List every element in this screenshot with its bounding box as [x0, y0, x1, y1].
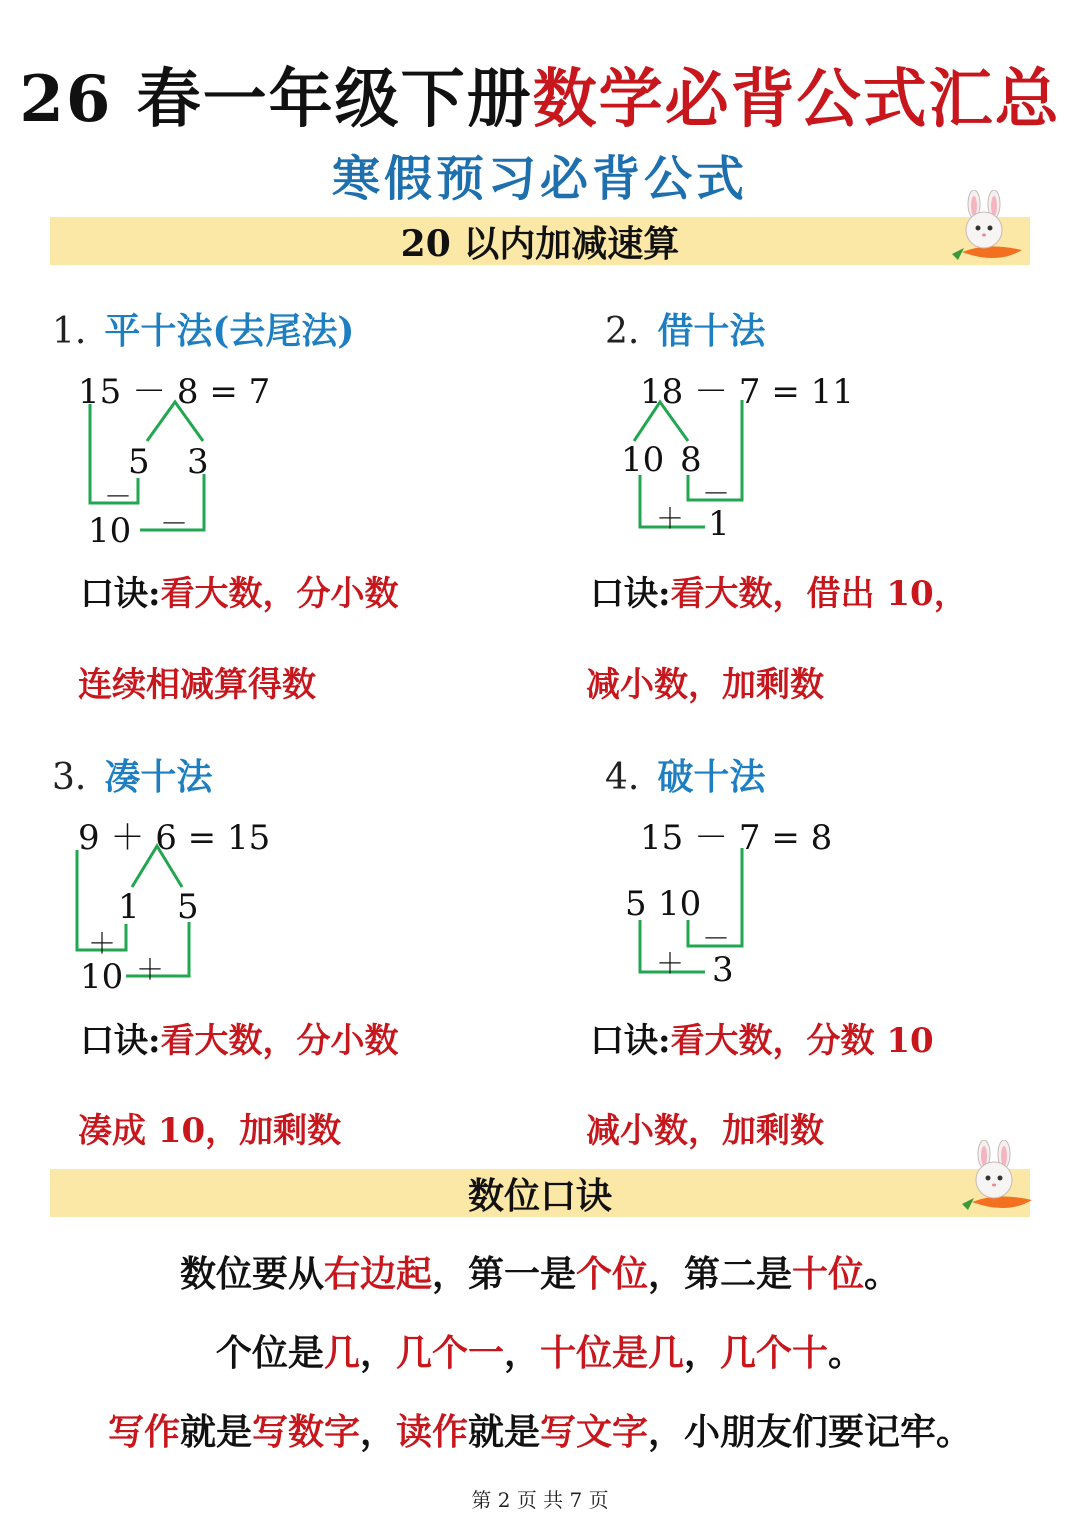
highlight: 读作: [396, 1411, 469, 1453]
method-1-rhyme: [80, 566, 399, 615]
method-4-title: [605, 749, 765, 800]
text: 。: [828, 1332, 865, 1374]
method-1-sign-b: －: [160, 507, 189, 540]
highlight: 十位: [792, 1253, 865, 1295]
method-name: 破十法: [657, 756, 766, 798]
method-2-sign-b: ＋: [656, 502, 685, 535]
rhyme-label: 口诀:: [590, 1021, 671, 1061]
text: 。: [864, 1253, 901, 1295]
method-3-sign-a: ＋: [88, 927, 117, 960]
text: ，: [684, 1332, 721, 1374]
rabbit-carrot-icon: [952, 1140, 1042, 1220]
method-1-split-b: 3: [187, 442, 209, 482]
text: 个位是: [215, 1332, 324, 1374]
method-1-sign-a: －: [104, 480, 133, 513]
method-name: 凑十法: [104, 756, 213, 798]
highlight: 十位是几: [540, 1332, 685, 1374]
method-2-title: [605, 303, 765, 354]
method-2-equation: 18 － 7 = 11: [640, 372, 854, 412]
place-value-line-1: [0, 1246, 1080, 1297]
method-4-split-a: 5: [625, 884, 647, 924]
section-heading-label: 20 以内加减速算: [400, 222, 680, 265]
method-2-split-b: 8: [680, 440, 702, 480]
text: ，第二是: [648, 1253, 793, 1295]
method-3-rhyme: [80, 1013, 399, 1062]
highlight: 写作: [107, 1411, 180, 1453]
method-4-result: 3: [712, 950, 734, 990]
title-red: 数学必背公式汇总: [532, 62, 1061, 137]
method-4-equation: 15 － 7 = 8: [640, 818, 833, 858]
highlight: 几个一: [395, 1332, 504, 1374]
rhyme-line1: 看大数，分小数: [160, 1021, 399, 1061]
rhyme-label: 口诀:: [590, 574, 671, 614]
text: 数位要从: [179, 1253, 324, 1295]
method-name: 平十法(去尾法): [104, 310, 355, 352]
method-number: 4.: [605, 757, 640, 798]
highlight: 几个十: [720, 1332, 829, 1374]
method-3-sign-b: ＋: [136, 953, 165, 986]
method-2-result: 1: [708, 504, 730, 544]
text: ，: [359, 1411, 396, 1453]
place-value-line-2: [0, 1325, 1080, 1376]
method-1-rhyme-line2: 连续相减算得数: [78, 665, 316, 705]
text: 就是: [468, 1411, 541, 1453]
method-number: 2.: [605, 311, 640, 352]
text: ，小朋友们要记牢。: [648, 1411, 973, 1453]
rhyme-line1: 看大数，分数 10: [670, 1021, 934, 1061]
text: ，第一是: [431, 1253, 576, 1295]
method-3-split-b: 5: [177, 887, 199, 927]
method-2-rhyme: [590, 566, 968, 615]
section-heading-label: 数位口诀: [467, 1174, 612, 1217]
text: ，: [503, 1332, 540, 1374]
method-4-rhyme-line2: 减小数，加剩数: [586, 1111, 824, 1151]
method-3-equation: 9 ＋ 6 = 15: [78, 818, 271, 858]
method-number: 1.: [52, 311, 87, 352]
highlight: 右边起: [323, 1253, 432, 1295]
method-1-split-a: 5: [128, 442, 150, 482]
highlight: 写数字: [251, 1411, 360, 1453]
page-subtitle: 寒假预习必背公式: [331, 151, 748, 207]
rhyme-line1: 看大数，借出 10，: [670, 574, 968, 614]
method-1-result: 10: [88, 511, 132, 551]
rhyme-label: 口诀:: [80, 574, 161, 614]
method-4-rhyme: [590, 1013, 934, 1062]
method-4-sign-b: ＋: [656, 947, 685, 980]
title-black: 26 春一年级下册: [19, 62, 533, 137]
method-4-split-b: 10: [658, 884, 702, 924]
place-value-line-3: [0, 1404, 1080, 1455]
section-heading-place-value: [50, 1169, 1030, 1217]
method-3-rhyme-line2: 凑成 10，加剩数: [78, 1111, 342, 1151]
method-2-split-a: 10: [621, 440, 665, 480]
highlight: 几: [323, 1332, 360, 1374]
rhyme-line1: 看大数，分小数: [160, 574, 399, 614]
method-3-title: [52, 749, 212, 800]
method-2-sign-a: －: [702, 477, 731, 510]
method-number: 3.: [52, 757, 87, 798]
highlight: 写文字: [540, 1411, 649, 1453]
method-3-result: 10: [80, 957, 124, 997]
method-1-title: [52, 303, 354, 354]
method-4-sign-a: －: [702, 922, 731, 955]
method-name: 借十法: [657, 310, 766, 352]
rhyme-label: 口诀:: [80, 1021, 161, 1061]
method-2-rhyme-line2: 减小数，加剩数: [586, 665, 824, 705]
page-number-footer: 第 2 页 共 7 页: [471, 1488, 609, 1512]
method-1-equation: 15 － 8 = 7: [78, 372, 271, 412]
text: ，: [359, 1332, 396, 1374]
text: 就是: [179, 1411, 252, 1453]
method-3-split-a: 1: [118, 887, 140, 927]
highlight: 个位: [575, 1253, 648, 1295]
